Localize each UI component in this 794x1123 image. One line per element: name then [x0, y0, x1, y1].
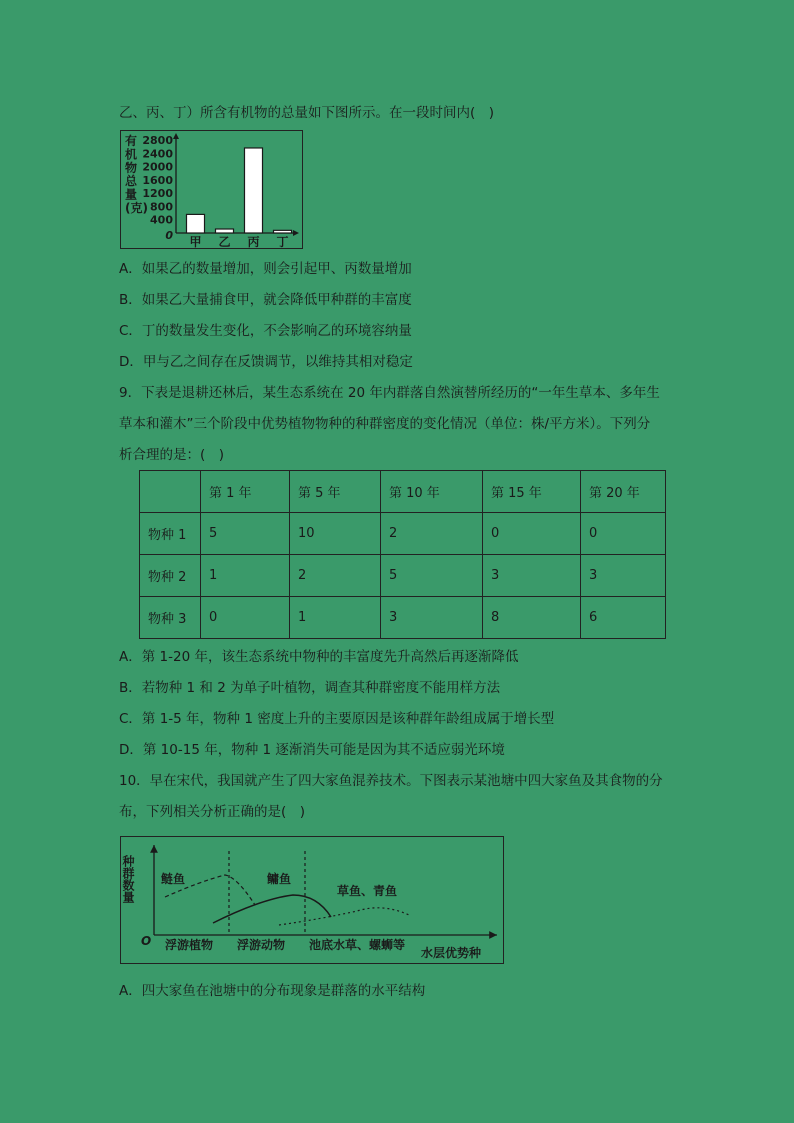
table-row: [140, 597, 666, 639]
bighead-carp-curve: [213, 895, 331, 923]
y-axis-label-char: (克): [125, 201, 148, 215]
bar-丁: [274, 230, 292, 233]
q10-stem-line-1: 10．早在宋代，我国就产生了四大家鱼混养技术。下图表示某池塘中四大家鱼及其食物的分: [119, 773, 663, 789]
zone-label: 浮游动物: [237, 938, 286, 952]
table-header-cell: 第 1 年: [201, 471, 290, 513]
q9-stem-line-1: 9．下表是退耕还林后，某生态系统在 20 年内群落自然演替所经历的“一年生草本、多年生: [119, 385, 660, 401]
curve-label-grass-black-carp: 草鱼、青鱼: [337, 884, 398, 898]
y-axis-label-char: 量: [125, 187, 138, 202]
bar-丙: [245, 148, 263, 233]
table-header-cell: 第 15 年: [483, 471, 581, 513]
y-tick-label: 0: [165, 229, 173, 242]
table-header-row: [140, 471, 666, 513]
table-cell: 3: [381, 597, 483, 639]
curve-label-silver-carp: 鲢鱼: [161, 872, 186, 886]
table-cell: 5: [201, 513, 290, 555]
y-tick-label: 400: [150, 213, 173, 227]
zone-label: 浮游植物: [165, 938, 214, 952]
table-row: [140, 555, 666, 597]
y-axis-label-char: 物: [125, 160, 138, 175]
table-cell: 2: [290, 555, 381, 597]
q8-option-c: C．丁的数量发生变化，不会影响乙的环境容纳量: [119, 323, 412, 339]
table-cell: 3: [483, 555, 581, 597]
q9-option-a: A．第 1-20 年，该生态系统中物种的丰富度先升高然后再逐渐降低: [119, 649, 519, 665]
table-cell: 物种 1: [140, 513, 201, 555]
fish-diagram-svg: [121, 837, 505, 965]
x-axis-label: 水层优势种: [421, 946, 482, 960]
y-axis-label-char: 有: [125, 134, 138, 148]
table-cell: 2: [381, 513, 483, 555]
q8-option-a: A．如果乙的数量增加，则会引起甲、丙数量增加: [119, 261, 412, 277]
y-axis-label: 种群数量: [121, 855, 135, 903]
density-table: [139, 470, 666, 639]
table-header-cell: 第 20 年: [581, 471, 666, 513]
y-axis-label-char: 总: [125, 174, 138, 189]
y-tick-label: 2400: [142, 147, 173, 161]
x-tick-label: 乙: [218, 235, 231, 249]
table-cell: 6: [581, 597, 666, 639]
fish-distribution-diagram: [120, 836, 504, 964]
y-tick-label: 1600: [142, 173, 173, 187]
y-axis-label-char: 机: [125, 147, 138, 162]
q8-option-b: B．如果乙大量捕食甲，就会降低甲种群的丰富度: [119, 292, 412, 308]
q9-option-c: C．第 1-5 年，物种 1 密度上升的主要原因是该种群年龄组成属于增长型: [119, 711, 555, 727]
q9-option-d: D．第 10-15 年，物种 1 逐渐消失可能是因为其不适应弱光环境: [119, 742, 505, 758]
q9-stem-line-2: 草本和灌木”三个阶段中优势植物物种的种群密度的变化情况（单位：株/平方米）。下列分: [119, 416, 651, 432]
q10-option-a: A．四大家鱼在池塘中的分布现象是群落的水平结构: [119, 983, 426, 999]
table-cell: 3: [581, 555, 666, 597]
curve-label-bighead-carp: 鳙鱼: [267, 872, 292, 886]
table-cell: 0: [483, 513, 581, 555]
y-tick-label: 2800: [142, 134, 173, 147]
bar-乙: [216, 229, 234, 233]
x-tick-label: 丁: [276, 235, 289, 249]
q9-stem-line-3: 析合理的是：( ): [119, 447, 225, 463]
table-cell: 1: [290, 597, 381, 639]
table-row: [140, 513, 666, 555]
table-cell: 8: [483, 597, 581, 639]
table-cell: 物种 3: [140, 597, 201, 639]
q8-option-d: D．甲与乙之间存在反馈调节，以维持其相对稳定: [119, 354, 413, 370]
x-tick-label: 甲: [189, 235, 202, 249]
bar-chart-svg: [121, 131, 304, 250]
table-header-cell: [140, 471, 201, 513]
y-tick-label: 800: [150, 200, 173, 214]
table-cell: 1: [201, 555, 290, 597]
table-cell: 0: [581, 513, 666, 555]
table-cell: 10: [290, 513, 381, 555]
table-cell: 物种 2: [140, 555, 201, 597]
organic-matter-bar-chart: [120, 130, 303, 249]
table-cell: 0: [201, 597, 290, 639]
table-header-cell: 第 10 年: [381, 471, 483, 513]
q9-option-b: B．若物种 1 和 2 为单子叶植物，调查其种群密度不能用样方法: [119, 680, 501, 696]
grass-black-carp-curve: [279, 908, 409, 925]
y-axis-arrow: [173, 133, 179, 139]
q10-stem-line-2: 布，下列相关分析正确的是( ): [119, 804, 306, 820]
q8-stem: 乙、丙、丁）所含有机物的总量如下图所示。在一段时间内( ): [119, 105, 495, 121]
x-axis-arrow: [293, 230, 299, 236]
x-tick-label: 丙: [247, 235, 260, 249]
bar-甲: [187, 214, 205, 233]
y-tick-label: 2000: [142, 160, 173, 174]
table-header-cell: 第 5 年: [290, 471, 381, 513]
zone-label: 池底水草、螺蛳等: [309, 938, 406, 952]
y-tick-label: 1200: [142, 187, 173, 201]
table-cell: 5: [381, 555, 483, 597]
origin-label: O: [141, 934, 152, 948]
